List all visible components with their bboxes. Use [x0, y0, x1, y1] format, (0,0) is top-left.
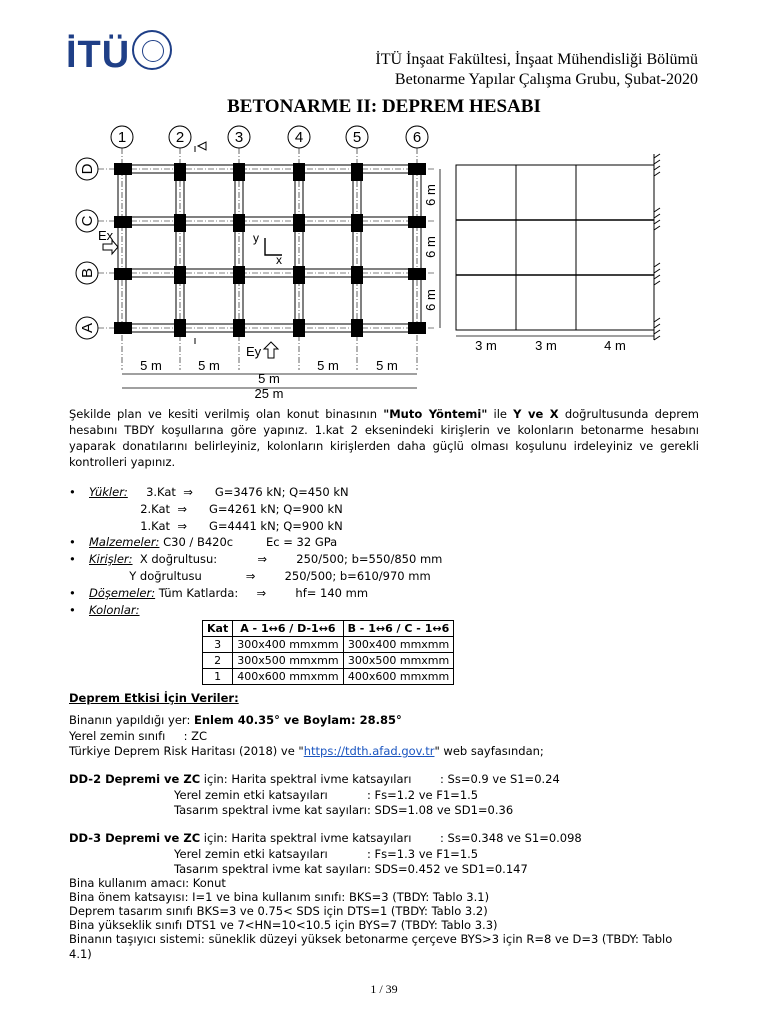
list-item-loads: • Yükler: 3.Kat ⇒ G=3476 kN; Q=450 kN [69, 485, 349, 499]
wall-hatch-icon [654, 154, 660, 176]
axis-1-label: 1 [117, 129, 127, 146]
span-3-4: 5 m [258, 371, 280, 386]
dd3-label-2: Yerel zemin etki katsayıları [174, 847, 328, 861]
beams-label: Kirişler: [89, 552, 133, 567]
map-suffix: " web sayfasından; [434, 744, 544, 758]
dd2-value-3: : SDS=1.08 ve SD1=0.36 [367, 803, 514, 817]
grid-axis-lines [98, 148, 435, 370]
given-data-list [69, 484, 709, 618]
load-kat-2: 2.Kat [140, 501, 171, 516]
materials-ec: Ec = 32 GPa [266, 535, 338, 550]
beams-x-dir: X doğrultusu: [139, 552, 218, 567]
dts-line: Deprem tasarım sınıfı BKS=3 ve 0.75< SDS için DTS=1 (TBDY: Tablo 3.2) [69, 904, 488, 918]
intro-text-1: Şekilde plan ve kesiti verilmiş olan konut binasının [69, 407, 384, 421]
right-dimensions [423, 184, 438, 311]
location-value: Enlem 40.35° ve Boylam: 28.85° [193, 713, 402, 727]
section-span-2: 3 m [535, 338, 557, 353]
intro-text-3: doğrultusunda deprem hesabını TBDY koşullarına göre yapınız. 1.kat 2 eksenindeki kirişlerin ve kolonların betonarme hesabını yaparak donatılarını belirleyiniz, kolonların kirişlerden daha güçlü olması koşulunu irdeleyiniz ve gerekli kontrolleri yapınız. [69, 407, 699, 469]
beams-y-val: 250/500; b=610/970 mm [284, 568, 431, 583]
span-D-C: 6 m [423, 184, 438, 206]
location-prefix: Binanın yapıldığı yer: [69, 713, 194, 727]
columns-table [202, 620, 454, 685]
table-header-row [203, 621, 454, 637]
dd2-label-3: Tasarım spektral ivme kat sayıları [174, 803, 367, 817]
dd3-line-1 [69, 830, 582, 846]
dd3-label-3: Tasarım spektral ivme kat sayıları [174, 862, 367, 876]
axis-5-label: 5 [352, 129, 362, 146]
dd3-heading: DD-3 Depremi ve ZC [69, 831, 201, 845]
list-item-columns: • Kolonlar: [69, 602, 140, 617]
intro-bold-method: "Muto Yöntemi" [383, 407, 488, 421]
dd3-value-2: : Fs=1.3 ve F1=1.5 [367, 847, 479, 861]
table-cell: 1 [203, 669, 233, 685]
slabs-label: Döşemeler: [89, 585, 156, 600]
section-dimensions [475, 338, 626, 353]
x-axis-label: x [276, 253, 282, 267]
importance-line: Bina önem katsayısı: I=1 ve bina kullanım sınıfı: BKS=3 (TBDY: Tablo 3.1) [69, 890, 490, 904]
axis-6-label: 6 [412, 129, 422, 146]
table-header-ad: A - 1↔6 / D-1↔6 [233, 621, 343, 637]
intro-bold-directions: Y ve X [513, 407, 559, 421]
span-C-B: 6 m [423, 236, 438, 258]
total-span: 25 m [254, 386, 284, 400]
bys-line: Bina yükseklik sınıfı DTS1 ve 7<HN=10<10.5 için BYS=7 (TBDY: Tablo 3.3) [69, 918, 498, 932]
dd2-line-1 [69, 771, 560, 787]
span-4-5: 5 m [317, 358, 339, 373]
plan-beams [118, 165, 421, 332]
y-axis-label: y [253, 231, 259, 245]
load-val-2: G=4261 kN; Q=900 kN [208, 501, 343, 516]
span-2-3: 5 m [198, 358, 220, 373]
page-header [375, 50, 698, 90]
table-cell: 300x500 mmxmm [233, 653, 343, 669]
table-row [203, 637, 454, 653]
section-span-3: 4 m [604, 338, 626, 353]
table-cell: 3 [203, 637, 233, 653]
soil-class-line: Yerel zemin sınıfı : ZC [69, 729, 208, 743]
axis-D-label: D [79, 163, 96, 175]
table-row [203, 669, 454, 685]
dd3-label-1: için: Harita spektral ivme katsayıları [200, 831, 412, 845]
axis-C-label: C [79, 215, 96, 227]
system-line: Binanın taşıyıcı sistemi: süneklik düzeyi yüksek betonarme çerçeve BYS>3 için R=8 ve D=3 (TBDY: Tablo 4.1) [69, 932, 673, 961]
dd2-label-2: Yerel zemin etki katsayıları [174, 788, 328, 802]
axis-2-label: 2 [175, 129, 185, 146]
table-cell: 2 [203, 653, 233, 669]
plan-columns [114, 163, 426, 337]
dd2-label-1: için: Harita spektral ivme katsayıları [200, 772, 412, 786]
table-header-kat: Kat [203, 621, 233, 637]
materials-value: C30 / B420c [163, 535, 234, 550]
bottom-dimensions [140, 358, 398, 400]
columns-label: Kolonlar: [89, 602, 140, 617]
load-kat-3: 3.Kat [146, 485, 176, 499]
axis-B-label: B [79, 267, 96, 279]
load-kat-1: 1.Kat [140, 518, 171, 533]
axis-letter-bubbles [76, 158, 98, 339]
location-line [69, 712, 402, 728]
loads-label: Yükler: [89, 485, 128, 499]
section-span-1: 3 m [475, 338, 497, 353]
dd3-value-1: : Ss=0.348 ve S1=0.098 [440, 831, 582, 845]
hazard-map-line [69, 743, 544, 759]
seismic-heading [69, 690, 239, 706]
list-item-materials: • Malzemeler: C30 / B420c Ec = 32 GPa [69, 535, 338, 550]
span-5-6: 5 m [376, 358, 398, 373]
dd2-heading: DD-2 Depremi ve ZC [69, 772, 201, 786]
slabs-val: hf= 140 mm [295, 585, 369, 600]
page-number: 1 / 39 [370, 982, 398, 996]
itu-logo [66, 28, 176, 80]
header-line-2: Betonarme Yapılar Çalışma Grubu, Şubat-2020 [394, 71, 698, 88]
table-cell: 400x600 mmxmm [343, 669, 454, 685]
slabs-text: Tüm Katlarda: [158, 585, 239, 600]
dd2-value-2: : Fs=1.2 ve F1=1.5 [367, 788, 479, 802]
header-line-1: İTÜ İnşaat Fakültesi, İnşaat Mühendisliği Bölümü [375, 51, 698, 68]
plan-and-section-drawing [70, 120, 700, 400]
list-item-beams-x: • Kirişler: X doğrultusu: ⇒ 250/500; b=550/850 mm [69, 552, 443, 567]
afad-link[interactable]: https://tdth.afad.gov.tr [303, 744, 435, 758]
dd3-value-3: : SDS=0.452 ve SD1=0.147 [367, 862, 528, 876]
table-row [203, 653, 454, 669]
span-B-A: 6 m [423, 289, 438, 311]
load-val-3: G=3476 kN; Q=450 kN [214, 485, 349, 499]
map-prefix: Türkiye Deprem Risk Haritası (2018) ve " [69, 744, 304, 758]
page-title: BETONARME II: DEPREM HESABI [227, 96, 541, 117]
section-frame [456, 154, 660, 340]
ey-label: Ey [246, 344, 262, 359]
list-item-slabs: • Döşemeler: Tüm Katlarda: ⇒ hf= 140 mm [69, 585, 369, 600]
intro-text-2: ile [487, 407, 514, 421]
materials-label: Malzemeler: [89, 535, 160, 550]
list-item-load-2: 2.Kat ⇒ G=4261 kN; Q=900 kN [140, 501, 343, 516]
section-cut-marks [195, 142, 206, 344]
table-cell: 300x400 mmxmm [233, 637, 343, 653]
axis-A-label: A [79, 322, 96, 334]
list-item-beams-y: Y doğrultusu ⇒ 250/500; b=610/970 mm [129, 568, 431, 583]
axis-4-label: 4 [294, 129, 304, 146]
seismic-heading-text: Deprem Etkisi İçin Veriler: [69, 691, 239, 705]
intro-paragraph [69, 406, 699, 470]
logo-text: İTÜ [66, 34, 131, 76]
table-cell: 300x500 mmxmm [343, 653, 454, 669]
dd2-value-1: : Ss=0.9 ve S1=0.24 [440, 772, 560, 786]
beams-x-val: 250/500; b=550/850 mm [296, 552, 443, 567]
axis-number-bubbles [111, 126, 428, 148]
table-header-bc: B - 1↔6 / C - 1↔6 [343, 621, 454, 637]
building-use-line: Bina kullanım amacı: Konut [69, 876, 226, 890]
load-val-1: G=4441 kN; Q=900 kN [208, 518, 343, 533]
ey-arrow-icon [264, 342, 278, 358]
table-cell: 300x400 mmxmm [343, 637, 454, 653]
list-item-load-1: 1.Kat ⇒ G=4441 kN; Q=900 kN [140, 518, 343, 533]
table-cell: 400x600 mmxmm [233, 669, 343, 685]
span-1-2: 5 m [140, 358, 162, 373]
axis-3-label: 3 [234, 129, 244, 146]
beams-y-dir: Y doğrultusu [129, 568, 202, 583]
ex-label: Ex [98, 228, 114, 243]
university-seal-icon [132, 30, 172, 70]
